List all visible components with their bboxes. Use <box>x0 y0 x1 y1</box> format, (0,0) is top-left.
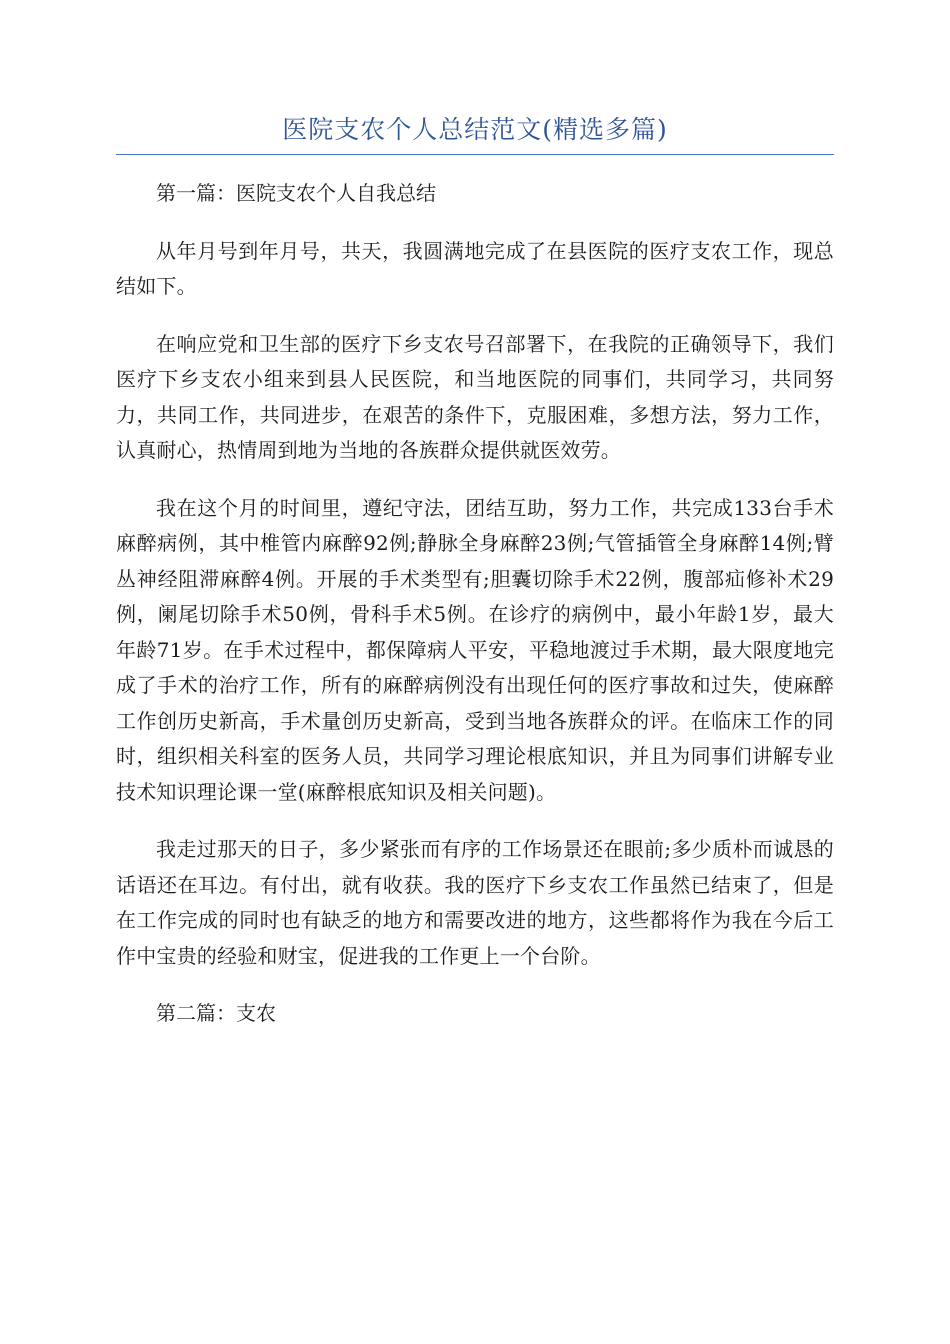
paragraph-2: 在响应党和卫生部的医疗下乡支农号召部署下，在我院的正确领导下，我们医疗下乡支农小组来到县人民医院，和当地医院的同事们，共同学习，共同努力，共同工作，共同进步，在艰苦的条件下，克服困难，多想方法，努力工作，认真耐心，热情周到地为当地的各族群众提供就医效劳。 <box>116 331 834 462</box>
title-underline <box>116 154 834 155</box>
section-heading-1: 第一篇：医院支农个人自我总结 <box>156 181 436 205</box>
paragraph-3: 我在这个月的时间里，遵纪守法，团结互助，努力工作，共完成133台手术麻醉病例，其中椎管内麻醉92例;静脉全身麻醉23例;气管插管全身麻醉14例;臂丛神经阻滞麻醉4例。开展的手术类型有;胆囊切除手术22例，腹部疝修补术29例，阑尾切除手术50例，骨科手术5例。在诊疗的病例中，最小年龄1岁，最大年龄71岁。在手术过程中，都保障病人平安，平稳地渡过手术期，最大限度地完成了手术的治疗工作，所有的麻醉病例没有出现任何的医疗事故和过失，使麻醉工作创历史新高，手术量创历史新高，受到当地各族群众的评。在临床工作的同时，组织相关科室的医务人员，共同学习理论根底知识，并且为同事们讲解专业技术知识理论课一堂(麻醉根底知识及相关问题)。 <box>116 495 834 804</box>
page-title: 医院支农个人总结范文(精选多篇) <box>282 115 668 144</box>
paragraph-4: 我走过那天的日子，多少紧张而有序的工作场景还在眼前;多少质朴而诚恳的话语还在耳边。有付出，就有收获。我的医疗下乡支农工作虽然已结束了，但是在工作完成的同时也有缺乏的地方和需要改进的地方，这些都将作为我在今后工作中宝贵的经验和财宝，促进我的工作更上一个台阶。 <box>116 837 834 968</box>
section-heading-2: 第二篇：支农 <box>156 1001 276 1025</box>
paragraph-1: 从年月号到年月号，共天，我圆满地完成了在县医院的医疗支农工作，现总结如下。 <box>116 238 834 298</box>
document-body <box>116 176 834 1054</box>
